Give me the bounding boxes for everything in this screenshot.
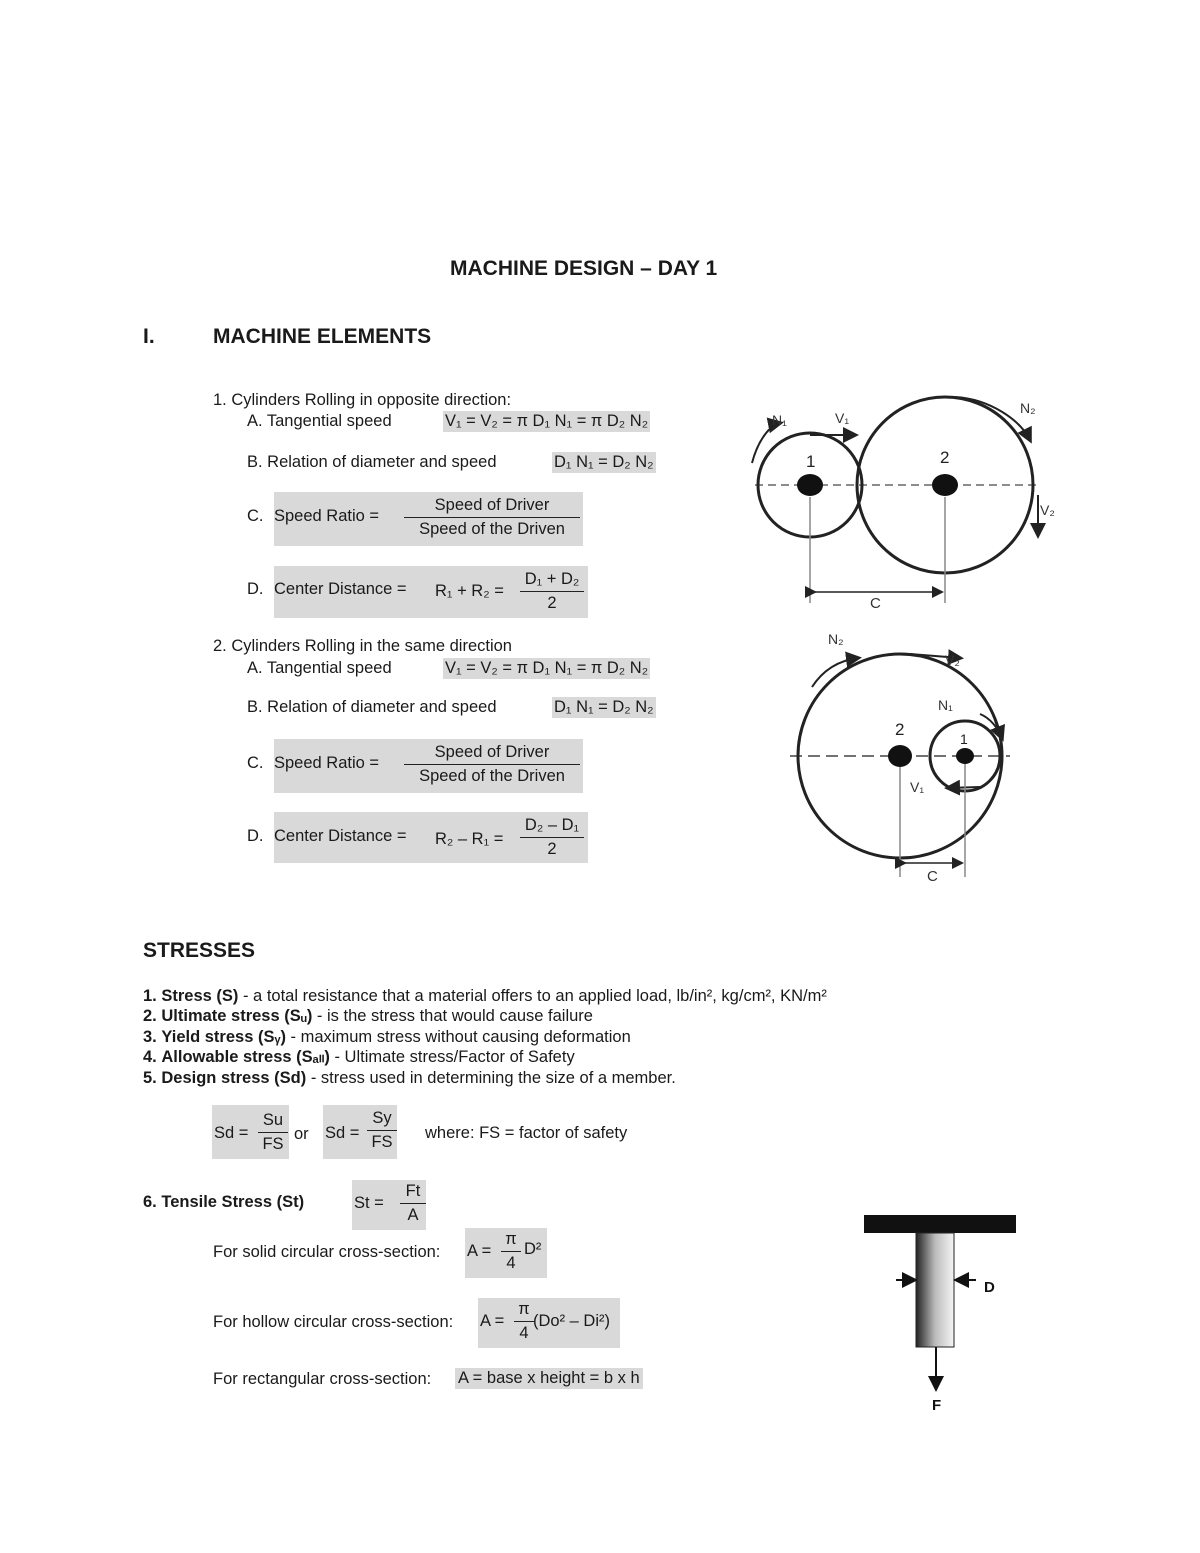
page-title: MACHINE DESIGN – DAY 1 xyxy=(450,257,718,280)
stress-item-term: Stress (S) xyxy=(161,987,239,1005)
hollow-lhs: A = xyxy=(480,1312,505,1330)
stress-item-num: 4. xyxy=(143,1048,157,1067)
solid-fraction xyxy=(501,1230,521,1273)
hub-2 xyxy=(888,745,912,767)
force-label: F xyxy=(932,1397,942,1414)
stress-item xyxy=(143,1047,827,1067)
section-title: MACHINE ELEMENTS xyxy=(213,325,432,348)
same-speed-ratio-box xyxy=(274,739,583,793)
stress-item-desc: - maximum stress without causing deformation xyxy=(285,1027,631,1046)
opposite-direction-diagram xyxy=(740,385,1070,615)
design-numerator: Sy xyxy=(372,1109,392,1127)
design-denominator: FS xyxy=(258,1132,288,1154)
solid-label: For solid circular cross-section: xyxy=(213,1243,441,1261)
stresses-title: STRESSES xyxy=(143,939,256,962)
design-formula-yield xyxy=(323,1105,397,1159)
stress-item-desc: - a total resistance that a material offers to an applied load, lb/in², kg/cm², KN/m² xyxy=(238,987,827,1005)
speed-ratio-fraction xyxy=(404,496,580,539)
tensile-lhs: St = xyxy=(354,1194,384,1212)
stress-item-num: 5. xyxy=(143,1068,157,1087)
stress-item-term: Allowable stress (Sₐₗₗ) xyxy=(161,1048,330,1067)
hub-1 xyxy=(956,748,974,764)
opposite-b-formula: D₁ N₁ = D₂ N₂ xyxy=(554,453,654,471)
opposite-speed-ratio-box xyxy=(274,492,583,546)
section-number: I. xyxy=(143,325,155,348)
opposite-center-distance-box xyxy=(274,566,588,618)
speed-ratio-fraction xyxy=(404,743,580,786)
stress-item xyxy=(143,1027,827,1047)
design-fraction xyxy=(367,1109,397,1152)
stress-item-desc: - Ultimate stress/Factor of Safety xyxy=(329,1048,575,1067)
design-fraction xyxy=(258,1111,288,1154)
stress-item-term: Ultimate stress (Sᵤ) xyxy=(161,1007,313,1026)
design-lhs: Sd = xyxy=(325,1124,360,1142)
speed-ratio-denominator: Speed of the Driven xyxy=(404,517,580,539)
cylinder-1-label: 1 xyxy=(960,731,968,747)
stress-item xyxy=(143,1006,827,1026)
stress-item xyxy=(143,986,827,1006)
solid-denominator: 4 xyxy=(501,1251,521,1273)
stress-item-term: Design stress (Sd) xyxy=(161,1068,307,1087)
tensile-denominator: A xyxy=(400,1203,426,1225)
center-distance-fraction xyxy=(520,816,584,859)
v2-label: V₂ xyxy=(945,652,960,668)
opposite-b-label: B. Relation of diameter and speed xyxy=(247,453,497,471)
support-plate xyxy=(864,1215,1016,1233)
cylinder-1-label: 1 xyxy=(806,452,816,471)
v1-arrow xyxy=(948,787,980,788)
center-distance-expr: R₂ – R₁ = xyxy=(435,830,504,848)
tensile-rod-diagram xyxy=(860,1212,1025,1417)
same-a-formula: V₁ = V₂ = π D₁ N₁ = π D₂ N₂ xyxy=(445,659,649,677)
opposite-d-label: D. xyxy=(247,580,264,598)
center-distance-denominator: 2 xyxy=(520,837,584,859)
center-distance-text: Center Distance = xyxy=(274,827,407,845)
n2-arrow xyxy=(812,658,858,687)
hollow-denominator: 4 xyxy=(514,1321,534,1343)
hollow-fraction xyxy=(514,1300,534,1343)
same-a-label: A. Tangential speed xyxy=(247,659,392,677)
hollow-label: For hollow circular cross-section: xyxy=(213,1313,454,1331)
opposite-c-label: C. xyxy=(247,507,264,525)
center-distance-label: C xyxy=(870,595,881,612)
stress-item xyxy=(143,1068,827,1088)
n2-label: N₂ xyxy=(828,631,844,647)
opposite-heading: 1. Cylinders Rolling in opposite direction: xyxy=(213,391,512,409)
speed-ratio-text: Speed Ratio = xyxy=(274,507,380,525)
n1-label: N₁ xyxy=(938,697,953,713)
center-distance-fraction xyxy=(520,570,584,613)
center-distance-numerator: D₁ + D₂ xyxy=(524,570,580,588)
tensile-label: 6. Tensile Stress (St) xyxy=(143,1193,305,1211)
center-distance-text: Center Distance = xyxy=(274,580,407,598)
stress-item-num: 1. xyxy=(143,987,157,1005)
speed-ratio-text: Speed Ratio = xyxy=(274,754,380,772)
design-denominator: FS xyxy=(367,1130,397,1152)
solid-lhs: A = xyxy=(467,1242,492,1260)
n1-label: N₁ xyxy=(772,412,787,428)
center-distance-expr: R₁ + R₂ = xyxy=(435,582,504,600)
same-heading: 2. Cylinders Rolling in the same direction xyxy=(213,637,512,655)
center-distance-denominator: 2 xyxy=(520,591,584,613)
speed-ratio-numerator: Speed of Driver xyxy=(434,496,550,514)
same-c-label: C. xyxy=(247,754,264,772)
cylinder-2-label: 2 xyxy=(895,720,905,739)
stress-item-desc: - stress used in determining the size of a member. xyxy=(306,1068,676,1087)
rect-area-formula: A = base x height = b x h xyxy=(455,1368,643,1389)
stress-item-num: 3. xyxy=(143,1027,157,1046)
design-formula-ultimate xyxy=(212,1105,289,1159)
v1-label: V₁ xyxy=(910,779,925,795)
opposite-a-formula: V₁ = V₂ = π D₁ N₁ = π D₂ N₂ xyxy=(445,412,649,430)
hub-1 xyxy=(797,474,823,496)
same-center-distance-box xyxy=(274,812,588,863)
n2-label: N₂ xyxy=(1020,400,1036,416)
tensile-formula xyxy=(352,1180,426,1230)
design-numerator: Su xyxy=(262,1111,284,1129)
design-where: where: FS = factor of safety xyxy=(425,1124,628,1142)
stress-item-term: Yield stress (Sᵧ) xyxy=(161,1027,286,1046)
hub-2 xyxy=(932,474,958,496)
hollow-numerator: π xyxy=(518,1300,530,1318)
speed-ratio-denominator: Speed of the Driven xyxy=(404,764,580,786)
solid-numerator: π xyxy=(505,1230,517,1248)
hollow-rhs: (Do² – Di²) xyxy=(533,1312,610,1330)
design-or: or xyxy=(294,1125,309,1143)
stress-item-desc: - is the stress that would cause failure xyxy=(312,1007,593,1026)
solid-rhs: D² xyxy=(524,1240,542,1258)
stresses-list xyxy=(143,986,827,1088)
stress-item-num: 2. xyxy=(143,1007,157,1026)
n2-arrow xyxy=(955,397,1030,440)
same-b-label: B. Relation of diameter and speed xyxy=(247,698,497,716)
same-d-label: D. xyxy=(247,827,264,845)
tensile-fraction xyxy=(400,1182,426,1225)
design-lhs: Sd = xyxy=(214,1124,249,1142)
tensile-numerator: Ft xyxy=(405,1182,421,1200)
cylinder-2-label: 2 xyxy=(940,448,950,467)
v1-label: V₁ xyxy=(835,410,850,426)
solid-area-formula xyxy=(465,1228,547,1278)
same-b-formula: D₁ N₁ = D₂ N₂ xyxy=(554,698,654,716)
rod xyxy=(916,1233,954,1347)
speed-ratio-numerator: Speed of Driver xyxy=(434,743,550,761)
v2-label: V₂ xyxy=(1040,502,1055,518)
diameter-label: D xyxy=(984,1279,995,1296)
center-distance-label: C xyxy=(927,868,938,885)
same-direction-diagram xyxy=(780,622,1030,892)
opposite-a-label: A. Tangential speed xyxy=(247,412,392,430)
rect-label: For rectangular cross-section: xyxy=(213,1370,432,1388)
hollow-area-formula xyxy=(478,1298,620,1348)
center-distance-numerator: D₂ – D₁ xyxy=(524,816,580,834)
